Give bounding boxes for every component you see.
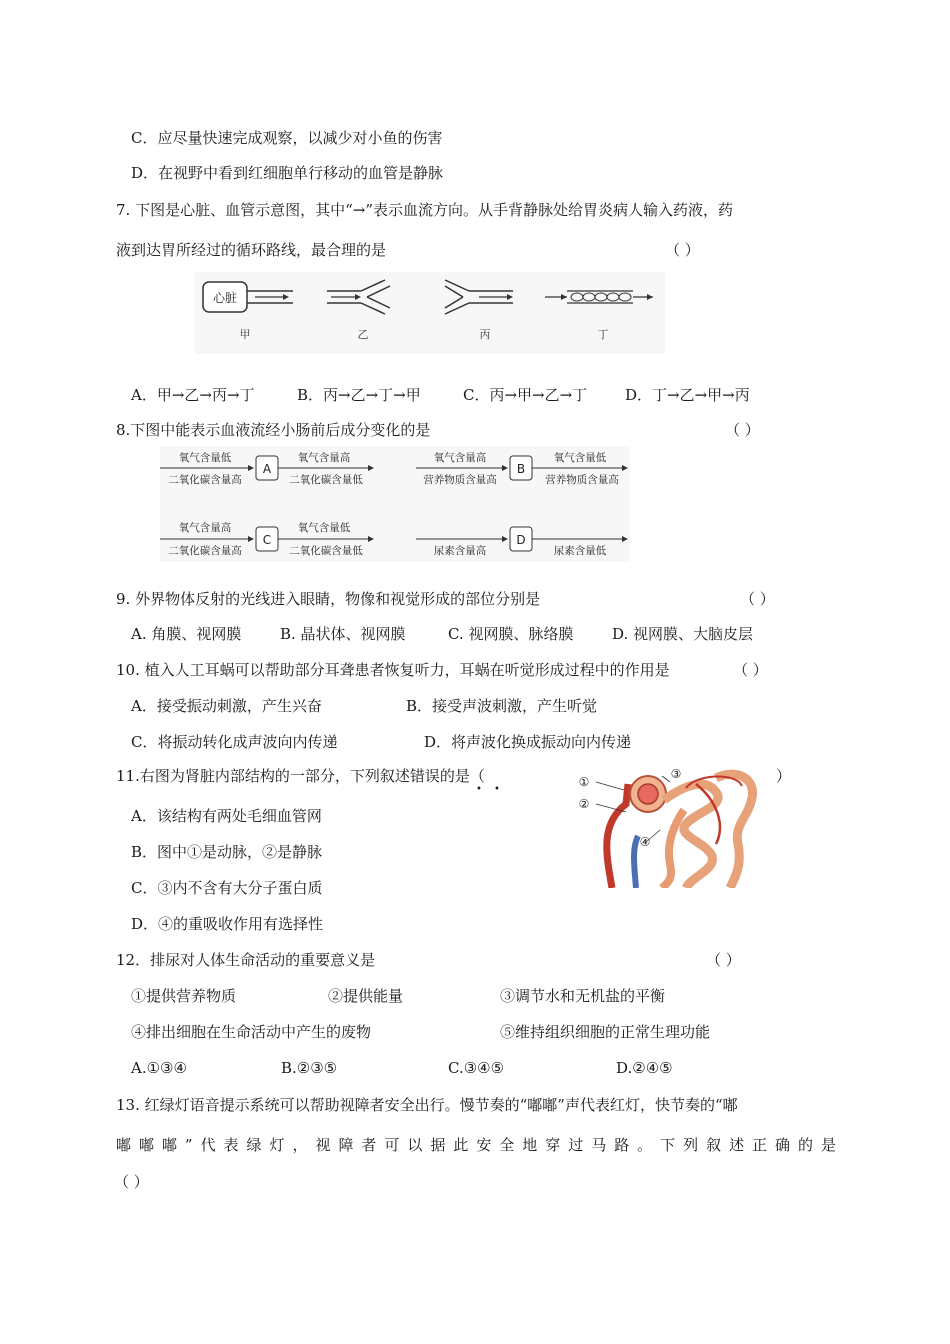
svg-text:二氧化碳含量高: 二氧化碳含量高 xyxy=(168,474,242,486)
label-2: ② xyxy=(578,797,590,811)
q12-item-4: ④排出细胞在生命活动中产生的废物 xyxy=(131,1023,372,1041)
artery-vessel xyxy=(607,784,628,888)
q11-answer-paren-close: ） xyxy=(776,767,792,785)
svg-text:氧气含量高: 氧气含量高 xyxy=(433,452,487,464)
svg-text:A: A xyxy=(262,462,272,476)
svg-text:氧气含量低: 氧气含量低 xyxy=(297,522,351,534)
q12-item-2: ②提供能量 xyxy=(328,987,404,1005)
label-4: ④ xyxy=(639,835,651,849)
q7-answer-paren: （ ） xyxy=(665,241,700,259)
q7-option-b: B．丙→乙→丁→甲 xyxy=(297,386,421,404)
q8-stem: 8.下图中能表示血液流经小肠前后成分变化的是 xyxy=(116,421,431,439)
q11-kidney-nephron-figure xyxy=(566,764,766,888)
q13-stem-line1: 13. 红绿灯语音提示系统可以帮助视障者安全出行。慢节奏的“嘟嘟”声代表红灯，快节奏的“嘟 xyxy=(116,1096,738,1114)
svg-text:氧气含量高: 氧气含量高 xyxy=(178,522,232,534)
q12-item-3: ③调节水和无机盐的平衡 xyxy=(500,987,666,1005)
q9-answer-paren: （ ） xyxy=(740,590,775,608)
q11-option-d: D．④的重吸收作用有选择性 xyxy=(131,915,324,933)
q11-option-c: C．③内不含有大分子蛋白质 xyxy=(131,879,323,897)
q6-option-d: D．在视野中看到红细胞单行移动的血管是静脉 xyxy=(131,164,444,182)
q10-option-d: D．将声波化换成振动向内传递 xyxy=(424,733,632,751)
label-3: ③ xyxy=(670,767,682,781)
q10-option-c: C．将振动转化成声波向内传递 xyxy=(131,733,338,751)
q7-heart-label: 心脏 xyxy=(212,291,238,305)
svg-text:营养物质含量高: 营养物质含量高 xyxy=(545,474,619,486)
q12-option-d: D.②④⑤ xyxy=(616,1059,673,1077)
svg-text:二氧化碳含量高: 二氧化碳含量高 xyxy=(168,545,242,557)
svg-text:尿素含量高: 尿素含量高 xyxy=(433,545,487,557)
q12-stem: 12．排尿对人体生命活动的重要意义是 xyxy=(116,951,376,969)
q7-label-ding: 丁 xyxy=(597,328,609,341)
q12-option-b: B.②③⑤ xyxy=(281,1059,338,1077)
q8-figure xyxy=(160,446,630,562)
q10-stem: 10. 植入人工耳蜗可以帮助部分耳聋患者恢复听力，耳蜗在听觉形成过程中的作用是 xyxy=(116,661,670,679)
q12-answer-paren: （ ） xyxy=(706,951,741,969)
svg-text:营养物质含量高: 营养物质含量高 xyxy=(423,474,497,486)
q11-option-a: A．该结构有两处毛细血管网 xyxy=(131,807,322,825)
collecting-tubule xyxy=(716,774,753,888)
q7-option-c: C．丙→甲→乙→丁 xyxy=(463,386,588,404)
q9-option-a: A. 角膜、视网膜 xyxy=(131,625,242,643)
q10-option-a: A．接受振动刺激，产生兴奋 xyxy=(131,697,322,715)
svg-text:二氧化碳含量低: 二氧化碳含量低 xyxy=(289,474,363,486)
q11-option-b: B．图中①是动脉，②是静脉 xyxy=(131,843,323,861)
q7-label-bing: 丙 xyxy=(479,328,491,341)
svg-text:氧气含量低: 氧气含量低 xyxy=(553,452,607,464)
q13-answer-paren: （ ） xyxy=(114,1173,149,1191)
q11-stem: 11.右图为肾脏内部结构的一部分，下列叙述错误的是（ xyxy=(116,767,485,785)
q7-label-jia: 甲 xyxy=(239,328,251,341)
q7-option-a: A．甲→乙→丙→丁 xyxy=(131,386,255,404)
q9-stem: 9. 外界物体反射的光线进入眼睛，物像和视觉形成的部位分别是 xyxy=(116,590,541,608)
q12-option-a: A.①③④ xyxy=(131,1059,187,1077)
glomerulus xyxy=(638,784,658,804)
svg-text:氧气含量低: 氧气含量低 xyxy=(178,452,232,464)
svg-text:D: D xyxy=(516,533,526,547)
q7-figure xyxy=(195,272,665,354)
q7-stem-line2: 液到达胃所经过的循环路线，最合理的是 xyxy=(116,241,387,259)
q10-option-b: B．接受声波刺激，产生听觉 xyxy=(406,697,598,715)
q7-label-yi: 乙 xyxy=(357,328,369,341)
q9-option-c: C. 视网膜、脉络膜 xyxy=(448,625,574,643)
q7-option-d: D．丁→乙→甲→丙 xyxy=(625,386,750,404)
q7-stem-line1: 7. 下图是心脏、血管示意图，其中“→”表示血流方向。从手背静脉处给胃炎病人输入药液，药 xyxy=(116,201,733,219)
vein-vessel xyxy=(634,836,638,888)
q9-option-b: B. 晶状体、视网膜 xyxy=(280,625,406,643)
q8-answer-paren: （ ） xyxy=(725,421,760,439)
svg-text:B: B xyxy=(516,462,526,476)
q10-answer-paren: （ ） xyxy=(733,661,768,679)
svg-text:C: C xyxy=(262,533,272,547)
q6-option-c: C．应尽量快速完成观察，以减少对小鱼的伤害 xyxy=(131,129,443,147)
q12-option-c: C.③④⑤ xyxy=(448,1059,505,1077)
emphasis-dot: • xyxy=(494,784,500,795)
q12-item-5: ⑤维持组织细胞的正常生理功能 xyxy=(500,1023,711,1041)
q9-option-d: D. 视网膜、大脑皮层 xyxy=(612,625,754,643)
svg-text:氧气含量高: 氧气含量高 xyxy=(297,452,351,464)
svg-text:尿素含量低: 尿素含量低 xyxy=(553,545,607,557)
label-1: ① xyxy=(578,775,590,789)
q13-stem-line2: 嘟嘟嘟”代表绿灯，视障者可以据此安全地穿过马路。下列叙述正确的是 xyxy=(116,1136,836,1154)
svg-text:二氧化碳含量低: 二氧化碳含量低 xyxy=(289,545,363,557)
emphasis-dot: • xyxy=(476,784,482,795)
q12-item-1: ①提供营养物质 xyxy=(131,987,237,1005)
